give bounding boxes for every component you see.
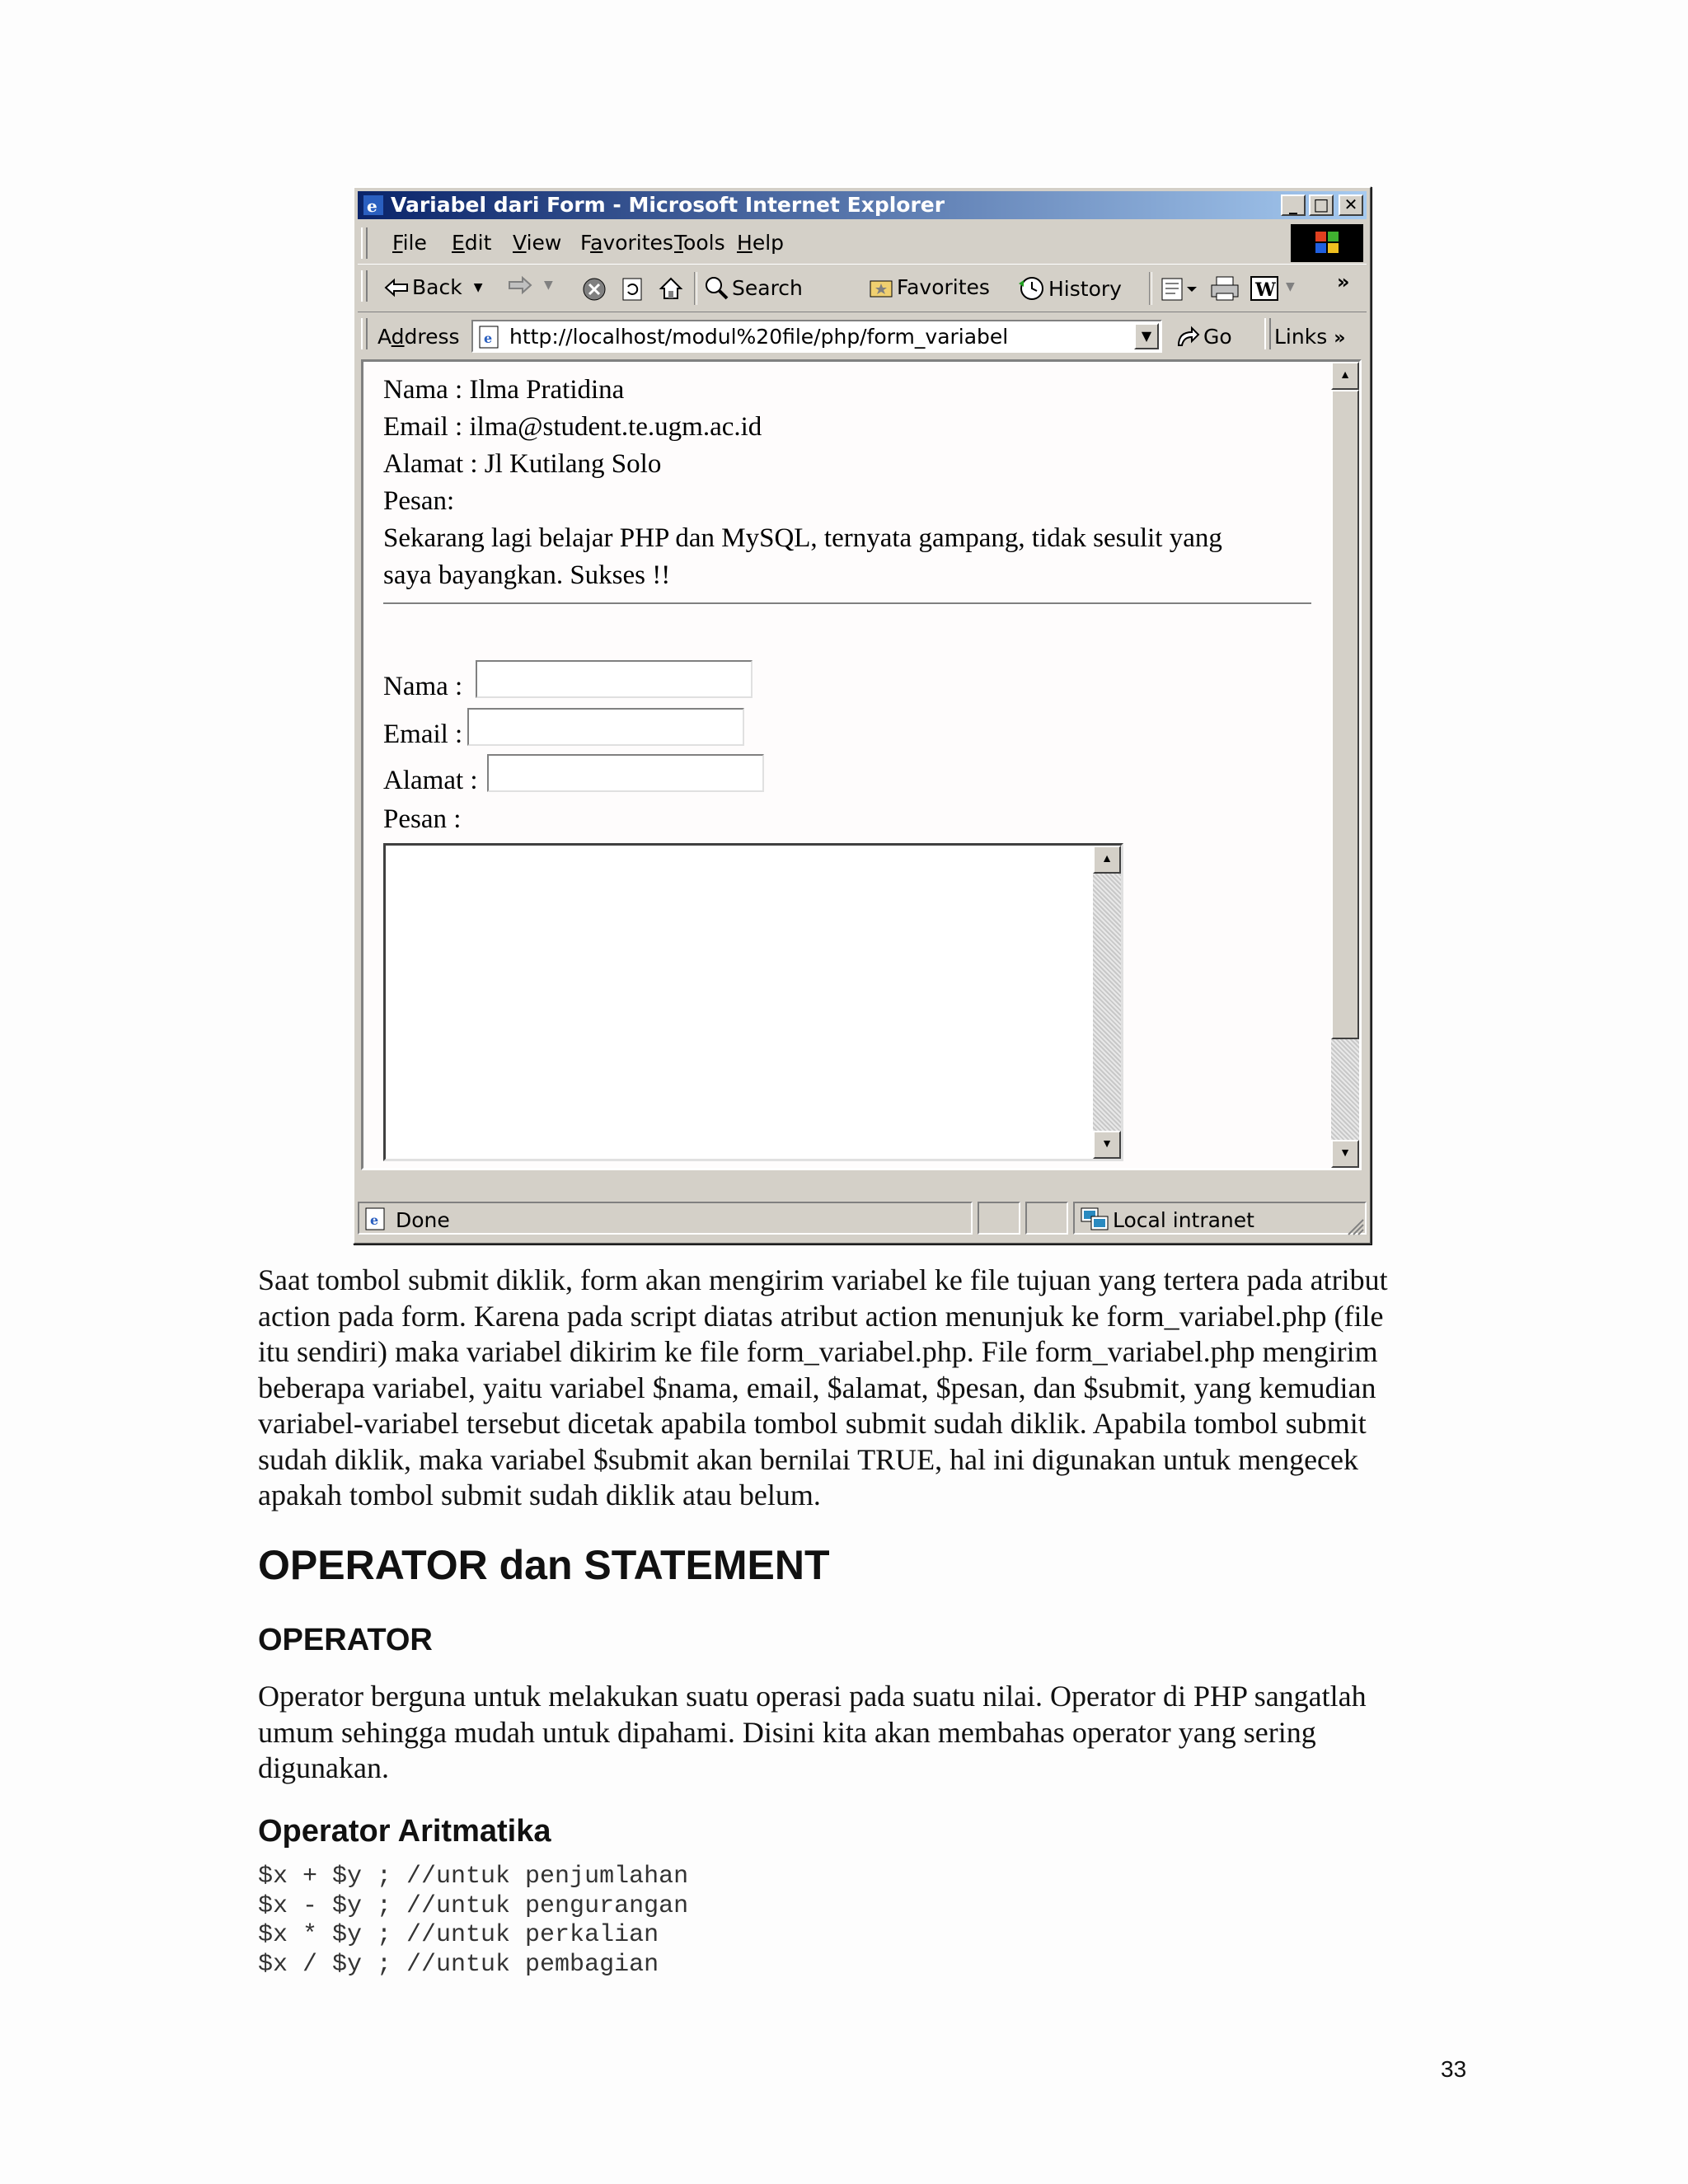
favorites-icon	[869, 277, 893, 298]
links-grip	[1264, 318, 1271, 349]
addressbar-grip	[361, 318, 368, 349]
address-input[interactable]	[471, 320, 1162, 353]
back-dropdown-icon[interactable]: ▼	[473, 280, 483, 294]
subsection-heading: OPERATOR	[258, 1623, 433, 1657]
page-scrollbar[interactable]	[1331, 362, 1359, 1168]
minimize-button[interactable]: _	[1281, 194, 1306, 216]
address-url: http://localhost/modul%20file/php/form_variabel	[509, 325, 1009, 349]
toolbar-separator	[1149, 272, 1152, 305]
stop-icon[interactable]	[582, 277, 607, 302]
nama-input[interactable]	[476, 660, 753, 698]
menu-tools[interactable]: Tools	[674, 231, 725, 255]
toolbar-separator	[694, 272, 697, 305]
go-arrow-icon	[1175, 326, 1200, 349]
history-button[interactable]	[1017, 275, 1122, 302]
browser-window	[353, 186, 1372, 1244]
page-scroll-down-icon[interactable]: ▼	[1331, 1140, 1359, 1168]
back-label: Back	[412, 275, 462, 299]
go-label: Go	[1203, 325, 1232, 349]
svg-text:e: e	[370, 1212, 379, 1228]
favorites-label: Favorites	[897, 275, 990, 299]
close-button[interactable]: ✕	[1339, 194, 1363, 216]
code-line: $x - $y ; //untuk pengurangan	[258, 1891, 689, 1920]
search-label: Search	[732, 275, 803, 300]
title-bar	[358, 191, 1367, 219]
section-heading: OPERATOR dan STATEMENT	[258, 1542, 830, 1588]
zone-text: Local intranet	[1113, 1208, 1254, 1232]
paragraph-line: beberapa variabel, yaitu variabel $nama, email, $alamat, $pesan, dan $submit, yang kemudian	[258, 1371, 1376, 1404]
svg-text:e: e	[484, 330, 493, 346]
forward-dropdown-icon[interactable]: ▼	[544, 279, 553, 292]
email-input[interactable]	[467, 708, 744, 746]
horizontal-rule	[383, 602, 1311, 606]
operator-aritmatika-heading: Operator Aritmatika	[258, 1814, 551, 1849]
status-panel-zone	[1073, 1202, 1367, 1235]
back-button[interactable]	[384, 275, 482, 299]
alamat-label: Alamat :	[383, 766, 478, 795]
textarea-scroll-up-icon[interactable]: ▲	[1093, 846, 1121, 874]
textarea-scroll-down-icon[interactable]: ▼	[1093, 1131, 1121, 1159]
back-arrow-icon	[384, 278, 409, 298]
page-number: 33	[1441, 2056, 1467, 2082]
edit-icon[interactable]	[1250, 275, 1282, 302]
paragraph-line: umum sehingga mudah untuk dipahami. Disini kita akan membahas operator yang sering	[258, 1715, 1316, 1749]
code-line: $x + $y ; //untuk penjumlahan	[258, 1863, 689, 1891]
output-email: Email : ilma@student.te.ugm.ac.id	[383, 412, 762, 442]
address-label: Address	[377, 325, 460, 349]
standard-toolbar	[358, 265, 1367, 312]
paragraph-line: variabel-variabel tersebut dicetak apabila tombol submit sudah diklik. Apabila tombol submit	[258, 1407, 1367, 1440]
nama-label: Nama :	[383, 672, 463, 701]
paragraph-line: digunakan.	[258, 1751, 389, 1784]
paragraph-line: sudah diklik, maka variabel $submit akan bernilai TRUE, hal ini digunakan untuk mengecek	[258, 1442, 1359, 1476]
paragraph-line: itu sendiri) maka variabel dikirim ke file form_variabel.php. File form_variabel.php mengirim	[258, 1335, 1378, 1368]
output-alamat: Alamat : Jl Kutilang Solo	[383, 449, 662, 479]
links-button[interactable]	[1274, 325, 1345, 349]
print-icon[interactable]	[1210, 275, 1240, 302]
forward-button[interactable]	[508, 275, 553, 295]
refresh-icon[interactable]	[620, 277, 645, 302]
status-panel-progress	[978, 1202, 1020, 1235]
page-scroll-thumb[interactable]	[1331, 390, 1359, 1039]
code-line: $x * $y ; //untuk perkalian	[258, 1921, 659, 1949]
code-line: $x / $y ; //untuk pembagian	[258, 1950, 659, 1979]
code-block	[258, 1863, 688, 1980]
textarea-scrollbar[interactable]	[1093, 846, 1121, 1159]
menu-bar	[358, 223, 1367, 265]
page-scroll-up-icon[interactable]: ▲	[1331, 362, 1359, 390]
paragraph-line: Operator berguna untuk melakukan suatu operasi pada suatu nilai. Operator di PHP sangatlah	[258, 1680, 1367, 1713]
page-done-icon	[363, 1207, 387, 1231]
page-icon	[476, 325, 501, 349]
search-icon	[704, 275, 729, 300]
email-label: Email :	[383, 719, 463, 749]
home-icon[interactable]	[658, 275, 684, 302]
favorites-button[interactable]	[869, 275, 990, 299]
output-nama: Nama : Ilma Pratidina	[383, 375, 625, 405]
menu-file[interactable]: File	[392, 231, 427, 255]
forward-arrow-icon	[508, 275, 532, 295]
status-bar	[358, 1198, 1367, 1238]
status-panel-security	[1025, 1202, 1068, 1235]
go-button[interactable]	[1175, 325, 1232, 349]
output-pesan-label: Pesan:	[383, 486, 455, 516]
toolbar-grip	[361, 270, 368, 302]
pesan-label: Pesan :	[383, 804, 462, 834]
menu-edit[interactable]: Edit	[452, 231, 492, 255]
paragraph-submit-explanation	[258, 1263, 1461, 1514]
status-text: Done	[396, 1208, 450, 1232]
history-icon	[1017, 275, 1045, 302]
address-dropdown-icon[interactable]: ▼	[1134, 323, 1159, 349]
paragraph-line: action pada form. Karena pada script diatas atribut action menunjuk ke form_variabel.php (file	[258, 1299, 1384, 1333]
menu-favorites[interactable]: Favorites	[580, 231, 673, 255]
pesan-textarea[interactable]	[383, 843, 1123, 1161]
edit-dropdown-icon[interactable]: ▼	[1286, 280, 1295, 293]
alamat-input[interactable]	[487, 754, 764, 792]
history-label: History	[1048, 276, 1122, 301]
maximize-button[interactable]: □	[1309, 194, 1334, 216]
ie-logo-icon	[363, 194, 384, 216]
windows-logo	[1291, 224, 1363, 262]
links-chevron-icon: »	[1334, 328, 1346, 349]
menu-view[interactable]: View	[513, 231, 562, 255]
intranet-icon	[1080, 1207, 1109, 1231]
paragraph-line: apakah tombol submit sudah diklik atau belum.	[258, 1479, 821, 1511]
paragraph-operator-intro	[258, 1679, 1461, 1787]
windows-flag-icon	[1291, 224, 1363, 262]
toolbar-chevron-icon[interactable]: »	[1337, 270, 1350, 293]
menubar-grip	[361, 227, 368, 259]
address-bar	[358, 313, 1367, 358]
page-viewport	[361, 359, 1362, 1170]
window-title: Variabel dari Form - Microsoft Internet Explorer	[391, 193, 945, 217]
links-label: Links	[1274, 325, 1328, 349]
mail-icon[interactable]	[1160, 275, 1200, 302]
output-pesan-line2: saya bayangkan. Sukses !!	[383, 560, 671, 590]
output-pesan-line1: Sekarang lagi belajar PHP dan MySQL, ternyata gampang, tidak sesulit yang	[383, 523, 1222, 553]
search-button[interactable]	[704, 275, 803, 300]
svg-text:e: e	[367, 196, 377, 216]
menu-help[interactable]: Help	[737, 231, 785, 255]
resize-grip-icon[interactable]	[1343, 1215, 1365, 1236]
paragraph-line: Saat tombol submit diklik, form akan mengirim variabel ke file tujuan yang tertera pada atribut	[258, 1263, 1388, 1296]
svg-text:W: W	[1255, 279, 1276, 301]
status-panel-main	[358, 1202, 973, 1235]
